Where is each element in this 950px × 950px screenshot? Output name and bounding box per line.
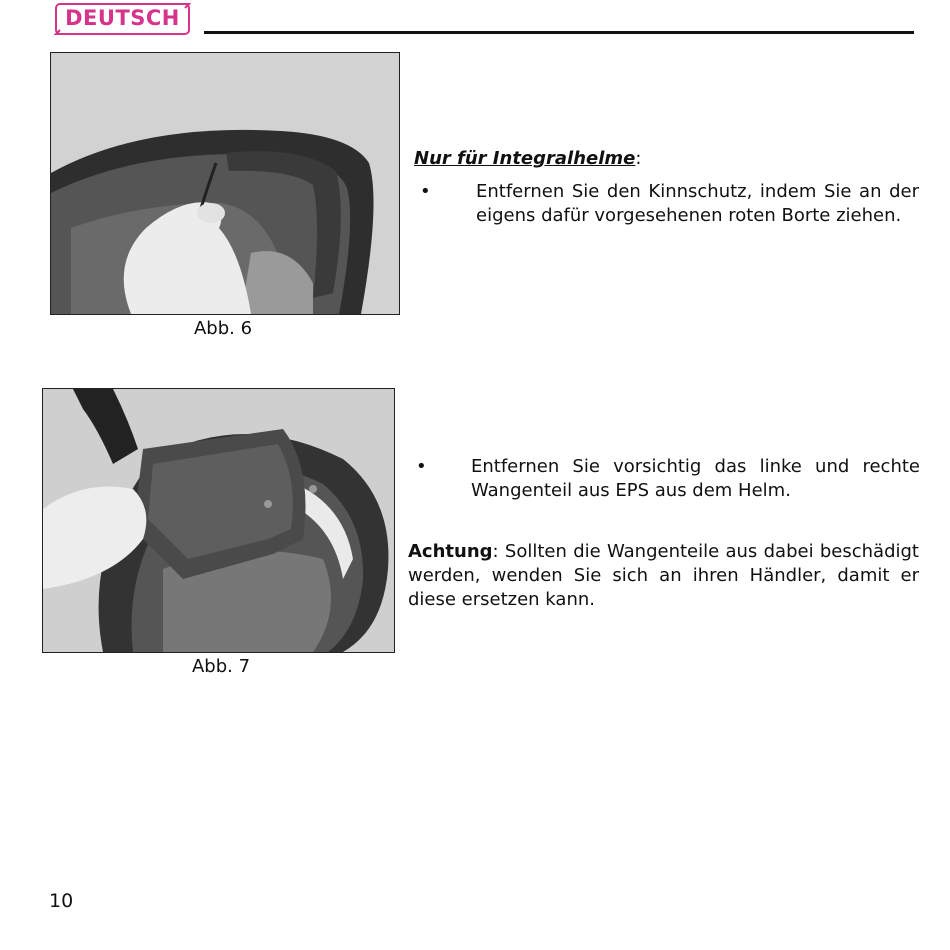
figure-caption: Abb. 7 (191, 656, 251, 677)
instruction-text: Entfernen Sie den Kinnschutz, indem Sie an der eigens dafür vorgesehenen roten Borte ziehen. (476, 181, 919, 226)
instruction-bullet (420, 180, 920, 260)
figure-abb7-photo (42, 388, 395, 653)
helmet-cheek-pad-photo (43, 389, 394, 652)
instruction-text: Entfernen Sie vorsichtig das linke und rechte Wangenteil aus EPS aus dem Helm. (471, 456, 920, 501)
helmet-chin-guard-photo (51, 53, 399, 314)
figure-abb6-photo (50, 52, 400, 315)
language-badge-label: DEUTSCH (65, 6, 180, 30)
section-heading-text: Nur für Integralhelme (414, 148, 636, 169)
warning-note (408, 540, 919, 612)
bullet-symbol: • (416, 456, 427, 477)
warning-text: : Sollten die Wangenteile aus dabei beschädigt werden, wenden Sie sich an ihren Händler, damit er diese ersetzen kann. (408, 541, 919, 610)
bullet-symbol: • (420, 181, 431, 202)
page-number: 10 (49, 890, 74, 912)
section-heading (414, 148, 641, 169)
instruction-bullet (416, 455, 920, 515)
figure-caption: Abb. 6 (193, 318, 253, 339)
header-rule (204, 31, 914, 34)
language-badge (54, 2, 191, 36)
section-heading-colon: : (635, 148, 642, 169)
warning-label: Achtung (408, 541, 493, 562)
